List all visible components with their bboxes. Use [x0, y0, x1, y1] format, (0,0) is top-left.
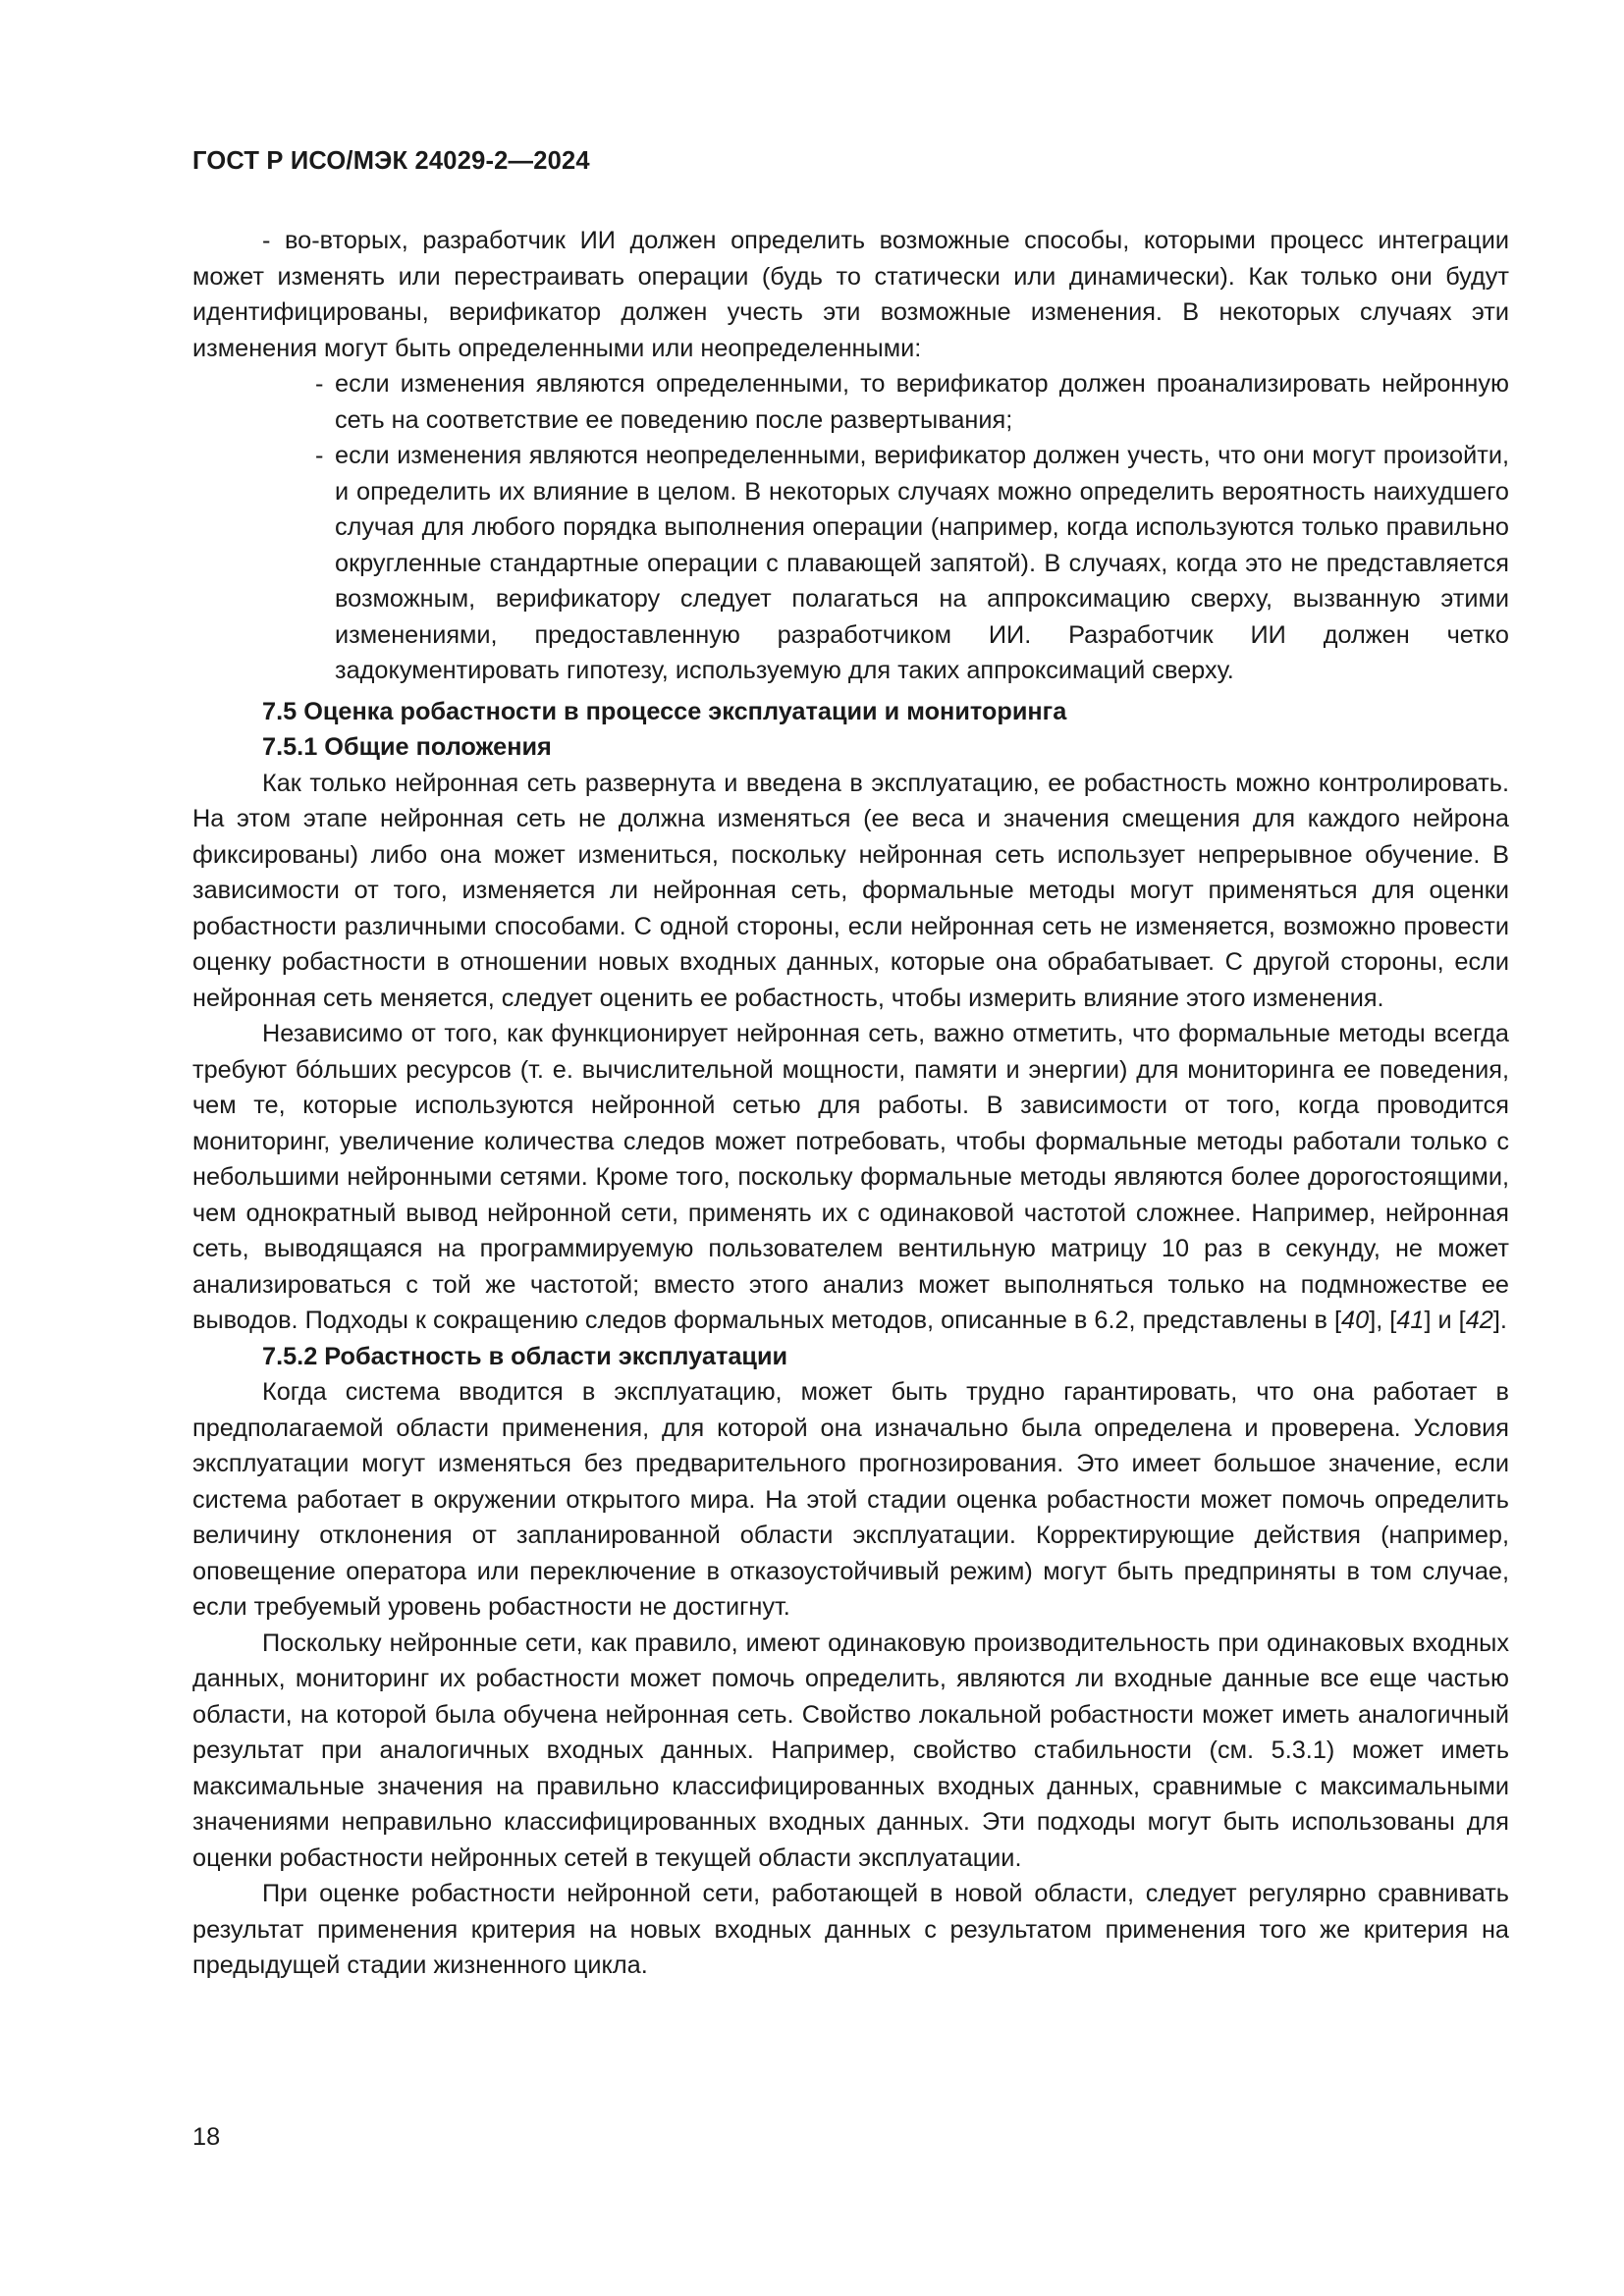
list-dash: -	[315, 370, 324, 398]
list-dash: -	[315, 442, 324, 469]
list-item	[315, 366, 1509, 438]
paragraph-text: Независимо от того, как функционирует нейронная сеть, важно отметить, что формальные методы всегда требуют бо́льших ресурсов (т. е. вычислительной мощности, памяти и энергии) для мониторинга ее поведения, чем те, которые используются нейронной сетью для работы. В зависимости от того, когда проводится мониторинг, увеличение количества следов может потребовать, чтобы формальные методы работали только с небольшими нейронными сетями. Кроме того, поскольку формальные методы являются более дорогостоящими, чем однократный вывод нейронной сети, применять их с одинаковой частотой сложнее. Например, нейронная сеть, выводящаяся на программируемую пользователем вентильную матрицу 10 раз в секунду, не может анализироваться с той же частотой; вместо этого анализ может выполняться только на подмножестве ее выводов. Подходы к сокращению следов формальных методов, описанные в 6.2, представлены в	[192, 1020, 1509, 1334]
document-header: ГОСТ Р ИСО/МЭК 24029-2—2024	[192, 147, 590, 175]
reference-link[interactable]: 42	[1465, 1307, 1493, 1334]
list-item	[315, 438, 1509, 689]
separator: ,	[1376, 1307, 1390, 1334]
list-item-text: если изменения являются неопределенными, верификатор должен учесть, что они могут произойти, и определить их влияние в целом. В некоторых случаях можно определить вероятность наихудшего случая для любого порядка выполнения операции (например, когда используются только правильно округленные стандартные операции с плавающей запятой). В случаях, когда это не представляется возможным, верификатору следует полагаться на аппроксимацию сверху, вызванную этими изменениями, предоставленную разработчиком ИИ. Разработчик ИИ должен четко задокументировать гипотезу, используемую для таких аппроксимаций сверху.	[335, 442, 1509, 684]
separator: и	[1431, 1307, 1459, 1334]
section-7-5-1-paragraph-1: Как только нейронная сеть развернута и введена в эксплуатацию, ее робастность можно контролировать. На этом этапе нейронная сеть не должна изменяться (ее веса и значения смещения для каждого нейрона фиксированы) либо она может измениться, поскольку нейронная сеть использует непрерывное обучение. В зависимости от того, изменяется ли нейронная сеть, формальные методы могут применяться для оценки робастности различными способами. С одной стороны, если нейронная сеть не изменяется, возможно провести оценку робастности в отношении новых входных данных, которые она обрабатывает. С другой стороны, если нейронная сеть меняется, следует оценить ее робастность, чтобы измерить влияние этого изменения.	[192, 769, 1509, 1012]
section-heading-7-5-2: 7.5.2 Робастность в области эксплуатации	[262, 1342, 788, 1370]
document-body	[192, 223, 1509, 1984]
reference-link[interactable]: 41	[1396, 1307, 1425, 1334]
section-7-5-2-paragraph-1: Когда система вводится в эксплуатацию, может быть трудно гарантировать, что она работает в предполагаемой области применения, для которой она изначально была определена и проверена. Условия эксплуатации могут изменяться без предварительного прогнозирования. Это имеет большое значение, если система работает в окружении открытого мира. На этой стадии оценка робастности может помочь определить величину отклонения от запланированной области эксплуатации. Корректирующие действия (например, оповещение оператора или переключение в отказоустойчивый режим) могут быть предприняты в том случае, если требуемый уровень робастности не достигнут.	[192, 1378, 1509, 1621]
section-heading-7-5: 7.5 Оценка робастности в процессе эксплуатации и мониторинга	[262, 697, 1067, 725]
section-7-5-2-paragraph-2: Поскольку нейронные сети, как правило, имеют одинаковую производительность при одинаковых входных данных, мониторинг их робастности может помочь определить, являются ли входные данные все еще частью области, на которой была обучена нейронная сеть. Свойство локальной робастности может иметь аналогичный результат при аналогичных входных данных. Например, свойство стабильности (см. 5.3.1) может иметь максимальные значения на правильно классифицированных входных данных, сравнимые с максимальными значениями неправильно классифицированных входных данных. Эти подходы могут быть использованы для оценки робастности нейронных сетей в текущей области эксплуатации.	[192, 1629, 1509, 1872]
list-item-text: если изменения являются определенными, то верификатор должен проанализировать нейронную сеть на соответствие ее поведению после развертывания;	[335, 370, 1509, 434]
page-number: 18	[192, 2123, 221, 2151]
section-heading-7-5-1: 7.5.1 Общие положения	[262, 733, 552, 761]
intro-paragraph: - во-вторых, разработчик ИИ должен определить возможные способы, которыми процесс интеграции может изменять или перестраивать операции (будь то статически или динамически). Как только они будут идентифицированы, верификатор должен учесть эти возможные изменения. В некоторых случаях эти изменения могут быть определенными или неопределенными:	[192, 227, 1509, 362]
section-7-5-1-paragraph-2: Независимо от того, как функционирует нейронная сеть, важно отметить, что формальные методы всегда требуют бо́льших ресурсов (т. е. вычислительной мощности, памяти и энергии) для мониторинга ее поведения, чем те, которые используются нейронной сетью для работы. В зависимости от того, когда проводится мониторинг, увеличение количества следов может потребовать, чтобы формальные методы работали только с небольшими нейронными сетями. Кроме того, поскольку формальные методы являются более дорогостоящими, чем однократный вывод нейронной сети, применять их с одинаковой частотой сложнее. Например, нейронная сеть, выводящаяся на программируемую пользователем вентильную матрицу 10 раз в секунду, не может анализироваться с той же частотой; вместо этого анализ может выполняться только на подмножестве ее выводов. Подходы к сокращению следов формальных методов, описанные в 6.2, представлены в [40], [41] и [42].	[192, 1020, 1509, 1334]
section-7-5-2-paragraph-3: При оценке робастности нейронной сети, работающей в новой области, следует регулярно сравнивать результат применения критерия на новых входных данных с результатом применения того же критерия на предыдущей стадии жизненного цикла.	[192, 1880, 1509, 1979]
reference-link[interactable]: 40	[1341, 1307, 1370, 1334]
change-list	[192, 366, 1509, 689]
sentence-end: .	[1499, 1307, 1507, 1334]
